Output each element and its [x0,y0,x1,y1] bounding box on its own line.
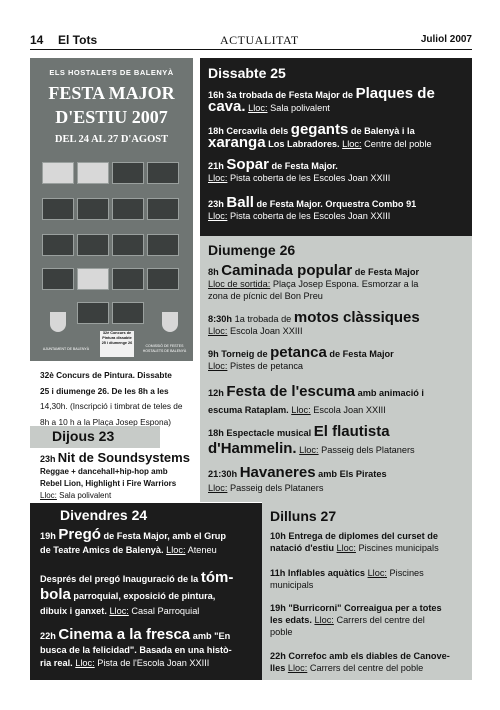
location-label: Lloc: [208,361,228,371]
saturday-event [208,85,470,115]
poster-dates: DEL 24 AL 27 D'AGOST [54,134,169,145]
event-text: amb animació i [357,388,424,398]
event-highlight: Plaques de [355,85,435,102]
poster-photo [147,268,179,290]
event-highlight: tóm- [200,569,234,586]
location-name: Pista coberta de les Escoles Joan XXIII [229,173,391,183]
event-time: 8h [208,267,219,277]
poster-title-2: D'ESTIU 2007 [55,107,168,127]
painting-contest [40,368,195,430]
location-label: Lloc: [287,663,308,673]
event-highlight: bola [40,586,71,603]
page-number: 14 [30,33,44,47]
poster-photo [77,198,109,220]
event-highlight: Havaneres [239,464,316,481]
event-highlight: xaranga [208,134,266,151]
location-label: Lloc: [248,103,268,113]
event-text: dibuix i ganxet. [40,606,107,616]
painting-contest-line: 25 i diumenge 26. De les 8h a les [40,385,169,396]
event-highlight: petanca [270,344,327,361]
event-time: 18h [208,126,224,136]
location-name: poble [270,627,293,637]
event-text: de Festa Major. Orquestra Combo 91 [256,199,417,209]
sunday-event [208,383,470,419]
event-text: Espectacle musical [226,428,312,438]
saturday-event [208,156,470,184]
event-text: busca de la felicidad". Basada en una histò- [40,644,232,655]
poster-title-1: FESTA MAJOR [48,83,175,103]
event-text: Los Labradores. [268,139,340,149]
location-name: Passeig dels Plataners [229,483,324,493]
event-text: Inflables aquàtics [287,568,365,578]
town-crest-icon [50,312,66,332]
poster-photo [147,198,179,220]
location-name: Centre del poble [364,139,432,149]
location-name: Casal Parroquial [131,606,200,616]
sunday-event [208,466,470,495]
poster-photo [77,302,109,324]
poster-photo [112,198,144,220]
friday-heading: Divendres 24 [60,507,148,523]
location-name: Piscines municipals [358,543,439,553]
event-highlight: Cinema a la fresca [58,626,191,643]
location-name: Carrers del centre del [336,615,425,625]
event-highlight: motos clàssiques [293,309,420,326]
header-rule [30,49,472,50]
event-text: Torneig de [221,349,268,359]
page-header [30,33,472,49]
painting-contest-line: 14,30h. (Inscripció i timbrat de teles de [40,401,183,411]
event-text: Cercavila dels [226,126,289,136]
event-text: de Festa Major. [271,161,338,171]
event-highlight: El flautista [313,423,390,440]
location-name: Sala polivalent [59,491,112,500]
event-detail: Rebel Lion, Highlight i Fire Warriors [40,479,177,488]
event-highlight: Sopar [226,156,269,173]
location-name: Escola Joan XXIII [229,326,303,336]
event-text: Entrega de diplomes del curset de [288,531,438,541]
event-time: 9h [208,349,219,359]
commission-crest-icon [162,312,178,332]
event-time: 19h [40,531,56,541]
poster-photo [147,234,179,256]
event-time: 19h [270,603,286,613]
location-name: Piscines [389,568,424,578]
brand-name: El Tots [58,33,98,47]
event-highlight: cava. [208,98,246,115]
event-text: amb Els Pirates [318,469,387,479]
location-label: Lloc: [75,658,95,668]
event-time: 16h [208,90,224,100]
thursday-heading-bar [30,426,160,448]
monday-heading: Dilluns 27 [270,508,337,524]
event-text: de Festa Major [354,267,420,277]
location-name: municipals [270,580,314,590]
poster-left-credit: AJUNTAMENT DE BALENYÀ [42,347,90,351]
monday-event [270,567,470,591]
location-label: Lloc: [208,326,228,336]
location-name: Pista de l'Escola Joan XXIII [97,658,210,668]
event-text: ria real. [40,658,73,668]
event-text: parroquial, exposició de pintura, [73,591,216,601]
monday-event [270,650,470,674]
event-text: natació d'estiu [270,543,334,553]
poster-contest-box: 32è Concurs de Pintura dissabte 25 i diumenge 26 [100,331,134,357]
monday-event [270,530,470,554]
sunday-event [208,424,470,458]
event-highlight: Caminada popular [221,262,353,279]
event-text: escuma Rataplam. [208,405,289,415]
poster-photo [42,268,74,290]
poster-photo [112,302,144,324]
event-highlight: Festa de l'escuma [226,383,356,400]
location-label: Lloc: [40,491,57,500]
location-label: Lloc: [208,211,228,221]
poster-town: ELS HOSTALETS DE BALENYÀ [49,68,174,77]
event-text: de Festa Major [329,349,394,359]
poster-photo [42,234,74,256]
location-label: Lloc: [208,173,228,183]
sunday-event [208,344,470,372]
poster-photo [112,268,144,290]
location-name: Plaça Josep Espona. Esmorzar a la [272,279,419,289]
event-time: 11h [270,568,286,578]
event-text: les edats. [270,615,312,625]
event-text: Després del pregó Inauguració de la [40,574,199,584]
monday-event [270,602,470,638]
event-text: Correfoc amb els diables de Canove- [288,651,450,661]
event-highlight: gegants [290,121,349,138]
poster-photo [77,234,109,256]
event-time: 12h [208,388,224,398]
painting-contest-line: 8h a 10 h a la Plaça Josep Espona) [40,416,171,427]
event-text: "Burricorni" Correaigua per a totes [288,603,442,613]
poster-photo [112,162,144,184]
event-name: Nit de Soundsystems [57,450,190,465]
event-time: 21:30h [208,469,238,479]
festival-poster [30,58,193,361]
location-name: Ateneu [187,545,217,555]
friday-event [40,528,262,557]
poster-photo [77,162,109,184]
event-time: 23h [208,199,224,209]
location-name: Passeig dels Plataners [321,445,415,455]
event-time: 10h [270,531,286,541]
event-highlight: Pregó [58,526,101,543]
section-name: ACTUALITAT [220,33,299,47]
location-label: Lloc: [336,543,356,553]
location-label: Lloc de sortida: [208,279,271,289]
location-name: Escola Joan XXIII [313,405,386,415]
saturday-heading: Dissabte 25 [208,65,286,81]
event-text: lles [270,663,286,673]
event-time: 21h [208,161,224,171]
poster-photo [42,198,74,220]
location-label: Lloc: [367,568,387,578]
event-text: 3a trobada de Festa Major de [226,90,354,100]
poster-photo [42,162,74,184]
event-time: 22h [270,651,286,661]
event-time: 8:30h [208,314,233,324]
event-detail: Reggae + dancehall+hip-hop amb [40,467,168,476]
thursday-heading: Dijous 23 [52,428,115,444]
sunday-event [208,262,470,302]
event-time: 23h [40,454,56,464]
friday-event [40,628,262,671]
sunday-event [208,309,470,337]
location-name: zona de pícnic del Bon Preu [208,291,323,301]
saturday-event [208,194,470,222]
sunday-heading: Diumenge 26 [208,242,296,258]
event-time: 22h [40,631,56,641]
event-text: 1a trobada de [234,314,292,324]
poster-photo [77,268,109,290]
event-text: de Balenyà i la [350,126,415,136]
event-highlight: d'Hammelin. [208,440,297,457]
event-highlight: Ball [226,194,254,211]
event-text: amb "En [192,631,231,641]
location-label: Lloc: [314,615,334,625]
location-label: Lloc: [208,483,228,493]
location-label: Lloc: [342,139,362,149]
poster-photo [112,234,144,256]
location-name: Sala polivalent [270,103,330,113]
poster-photo [147,162,179,184]
location-label: Lloc: [299,445,319,455]
event-text: de Teatre Amics de Balenyà. [40,545,164,555]
event-time: 18h [208,428,224,438]
issue-date: Juliol 2007 [420,34,472,45]
painting-contest-title: 32è Concurs de Pintura. Dissabte [40,370,172,380]
location-name: Pistes de petanca [229,361,304,371]
friday-event [40,570,262,619]
location-name: Pista coberta de les Escoles Joan XXIII [229,211,391,221]
location-label: Lloc: [109,606,129,616]
location-name: Carrers del centre del poble [309,663,424,673]
poster-right-credit: COMISSIÓ DE FESTES HOSTALETS DE BALENYÀ [142,344,187,353]
location-label: Lloc: [166,545,186,555]
location-label: Lloc: [291,405,311,415]
event-text: de Festa Major, amb el Grup [103,531,227,541]
thursday-event [40,452,200,502]
saturday-event [208,121,470,151]
